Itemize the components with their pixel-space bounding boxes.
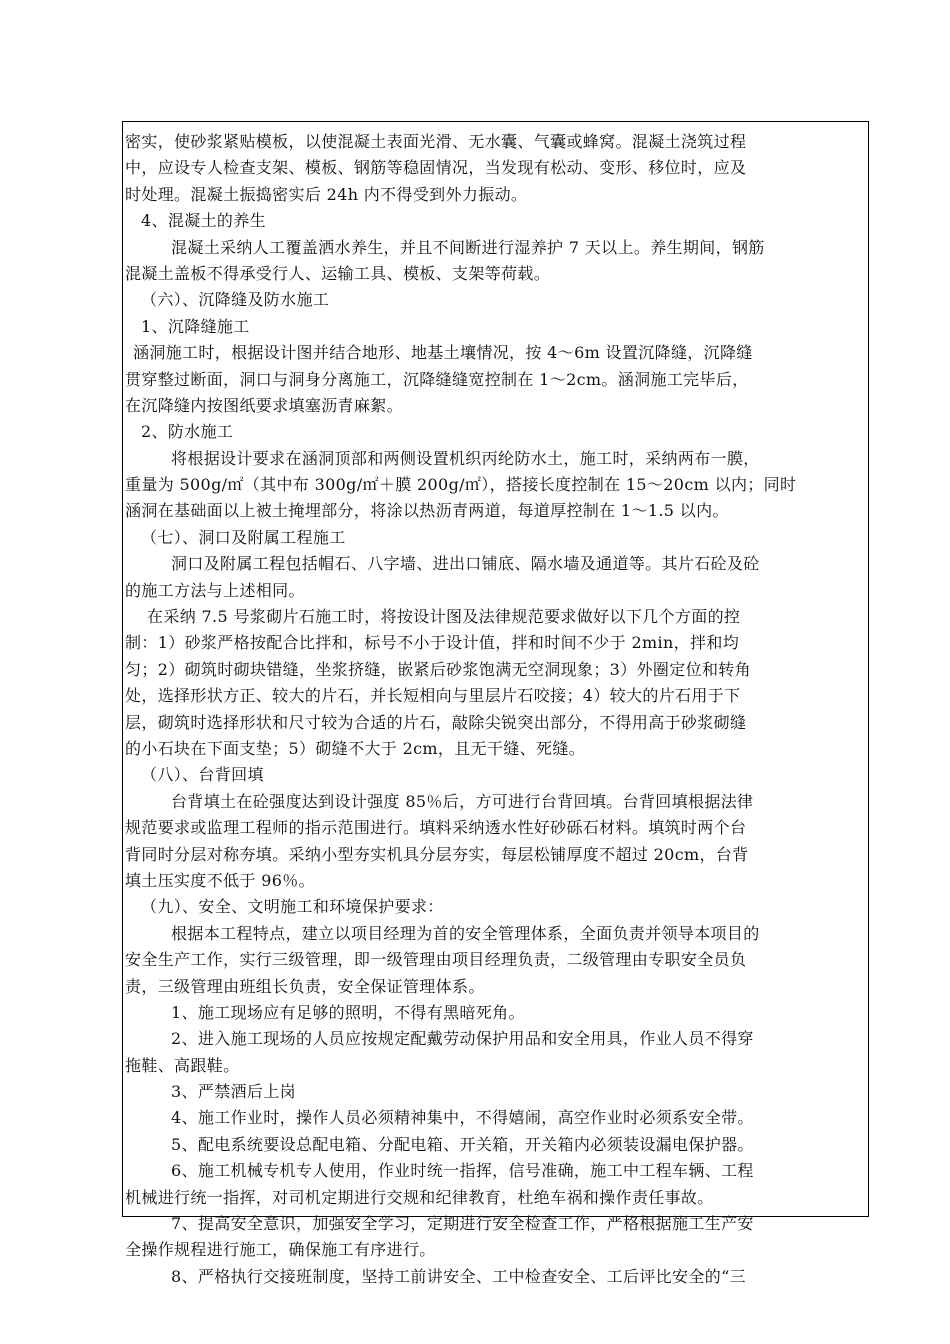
section-heading: （九）、安全、文明施工和环境保护要求： [141,897,444,917]
text-line: 密实，使砂浆紧贴模板，以使混凝土表面光滑、无水囊、气囊或蜂窝。混凝土浇筑过程 [125,132,747,151]
list-item: 6、施工机械专机专人使用，作业时统一指挥，信号准确，施工中工程车辆、工程 [171,1161,754,1181]
text-line: 填土压实度不低于 96％。 [125,870,315,890]
text-line: 台背填土在砼强度达到设计强度 85％后，方可进行台背回填。台背回填根据法律 [171,791,754,811]
text-line: 贯穿整过断面，洞口与洞身分离施工，沉降缝缝宽控制在 1～2cm。涵洞施工完毕后， [125,369,749,389]
list-item: 4、施工作业时，操作人员必须精神集中，不得嬉闹，高空作业时必须系安全带。 [171,1108,754,1128]
text-line: 根据本工程特点，建立以项目经理为首的安全管理体系，全面负责并领导本项目的 [171,923,760,943]
section-heading: 1、沉降缝施工 [141,316,250,336]
text-line: 拖鞋、高跟鞋。 [125,1055,240,1075]
text-line: 背同时分层对称夯填。采纳小型夯实机具分层夯实，每层松铺厚度不超过 20cm，台背 [125,844,749,864]
section-heading: 2、防水施工 [141,422,234,442]
text-line: 涵洞在基础面以上被土掩埋部分，将涂以热沥青两道，每道厚控制在 1～1.5 以内。 [125,501,729,521]
list-item: 7、提高安全意识，加强安全学习，定期进行安全检查工作，严格根据施工生产安 [171,1214,754,1234]
text-line: 责，三级管理由班组长负责，安全保证管理体系。 [125,976,485,996]
text-line: 的小石块在下面支垫；5）砌缝不大于 2cm，且无干缝、死缝。 [125,738,586,758]
text-line: 层，砌筑时选择形状和尺寸较为合适的片石，敲除尖锐突出部分，不得用高于砂浆砌缝 [125,712,747,732]
text-line: 在沉降缝内按图纸要求填塞沥青麻絮。 [125,395,403,415]
section-heading: （七）、洞口及附属工程施工 [141,527,346,547]
text-line: 制：1）砂浆严格按配合比拌和，标号不小于设计值，拌和时间不少于 2min，拌和均 [125,633,740,653]
text-line: 在采纳 7.5 号浆砌片石施工时，将按设计图及法律规范要求做好以下几个方面的控 [147,607,741,627]
text-line: 重量为 500g/㎡（其中布 300g/㎡＋膜 200g/㎡），搭接长度控制在 15～20cm 以内；同时 [125,475,797,495]
text-line: 处，选择形状方正、较大的片石，并长短相向与里层片石咬接；4）较大的片石用于下 [125,686,741,706]
section-heading: （六）、沉降缝及防水施工 [141,290,330,310]
text-line: 中，应设专人检查支架、模板、钢筋等稳固情况，当发现有松动、变形、移位时，应及 [125,158,747,178]
text-line: 混凝土采纳人工覆盖洒水养生，并且不间断进行湿养护 7 天以上。养生期间，钢筋 [171,237,765,257]
text-line: 将根据设计要求在涵洞顶部和两侧设置机织丙纶防水土，施工时，采纳两布一膜， [171,448,760,468]
list-item: 8、严格执行交接班制度，坚持工前讲安全、工中检查安全、工后评比安全的“三 [171,1266,746,1286]
text-line: 的施工方法与上述相同。 [125,580,305,600]
text-line: 时处理。混凝土振捣密实后 24h 内不得受到外力振动。 [125,184,528,204]
text-line: 混凝土盖板不得承受行人、运输工具、模板、支架等荷载。 [125,263,551,283]
document-frame [122,121,869,1286]
text-line: 洞口及附属工程包括帽石、八字墙、进出口铺底、隔水墙及通道等。其片石砼及砼 [171,554,760,574]
text-line: 安全生产工作，实行三级管理，即一级管理由项目经理负责，二级管理由专职安全员负 [125,950,747,970]
section-heading: 4、混凝土的养生 [141,211,266,231]
list-item: 2、进入施工现场的人员应按规定配戴劳动保护用品和安全用具，作业人员不得穿 [171,1029,754,1049]
list-item: 5、配电系统要设总配电箱、分配电箱、开关箱，开关箱内必须装设漏电保护器。 [171,1134,754,1154]
text-line: 机械进行统一指挥，对司机定期进行交规和纪律教育，杜绝车祸和操作责任事故。 [125,1187,714,1207]
text-line: 涵洞施工时，根据设计图并结合地形、地基土壤情况，按 4～6m 设置沉降缝，沉降缝 [133,343,753,363]
text-line: 规范要求或监理工程师的指示范围进行。填料采纳透水性好砂砾石材料。填筑时两个台 [125,818,747,838]
list-item: 3、严禁酒后上岗 [171,1082,296,1102]
list-item: 1、施工现场应有足够的照明，不得有黑暗死角。 [171,1002,525,1022]
text-line: 全操作规程进行施工，确保施工有序进行。 [125,1240,436,1260]
document-body [123,122,868,1290]
section-heading: （八）、台背回填 [141,765,264,785]
text-line: 匀；2）砌筑时砌块错缝，坐浆挤缝，嵌紧后砂浆饱满无空洞现象；3）外圈定位和转角 [125,659,752,679]
